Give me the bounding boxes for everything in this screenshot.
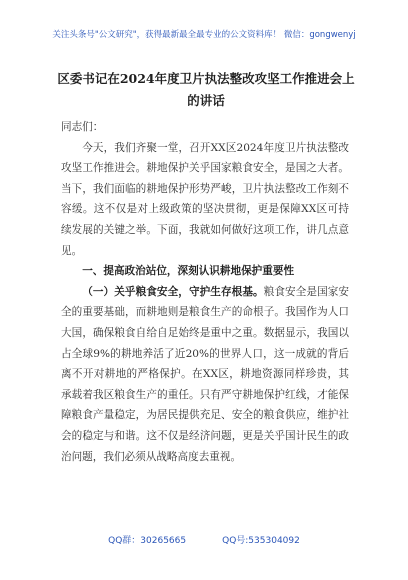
section-heading-1: 一、提高政治站位，深刻认识耕地保护重要性: [82, 265, 295, 278]
footer-qq-number: QQ号:535304092: [222, 536, 300, 546]
subsection-text-1: 粮食安全是国家安全的重要基础，而耕地则是粮食生产的命根子。我国作为人口大国，确保粮食自给自足始终是重中之重。数据显示，我国以占全球9%的耕地养活了近20%的世界人口，这一成就的背后离不开对耕地的严格保护。在XX区，耕地资源同样珍贵，其承载着我区粮食生产的重任。只有严守耕地保护红线，才能保障粮食产量稳定，为居民提供充足、安全的粮食供应，维护社会的稳定与和谐。这不仅是经济问题，更是关乎国计民生的政治问题，我们必须从战略高度去重视。: [61, 285, 350, 463]
subsection-paragraph-1: [61, 282, 349, 467]
footer-qq-group: QQ群：30265665: [108, 536, 187, 546]
document-body: [61, 117, 349, 467]
subsection-heading-1: （一）关乎粮食安全，守护生存根基。: [82, 285, 264, 298]
footer-contact: [0, 533, 408, 546]
document-title: 区委书记在2024年度卫片执法整改攻坚工作推进会上的讲话: [57, 71, 355, 108]
header-promo-note: 关注头条号"公文研究"，获得最新最全最专业的公文资料库！ 微信：gongwenyj: [52, 30, 356, 40]
intro-paragraph: 今天，我们齐聚一堂，召开XX区2024年度卫片执法整改攻坚工作推进会。耕地保护关乎国家粮食安全，是国之大者。当下，我们面临的耕地保护形势严峻，卫片执法整改工作刻不容缓。这不仅是对上级政策的坚决贯彻，更是保障XX区可持续发展的关键之举。下面，我就如何做好这项工作，讲几点意见。: [61, 141, 349, 257]
salutation: 同志们：: [61, 121, 104, 133]
